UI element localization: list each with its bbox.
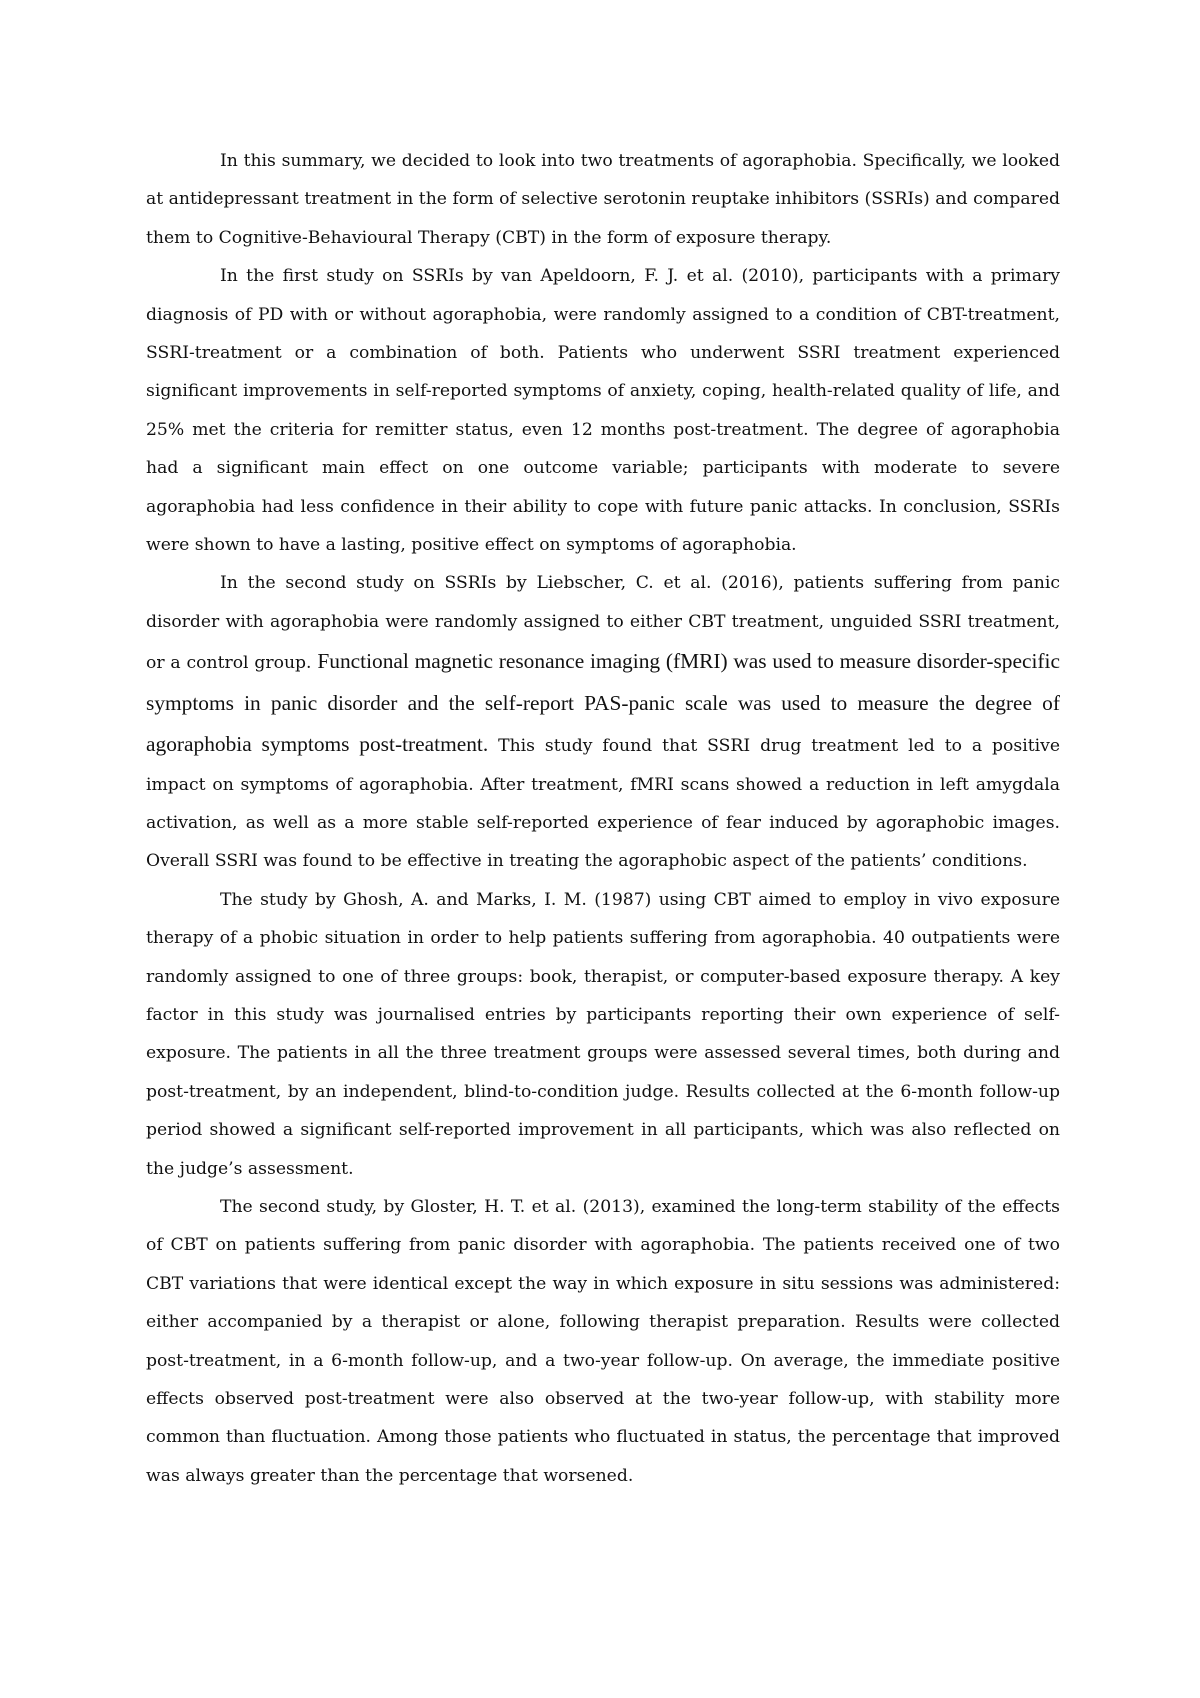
paragraph-liebscher-text-a: In the second study on SSRIs by Liebscher, C. et al. (2016), patients suffering from panic disorder with agoraphobia were randomly assigned to either CBT treatment, unguided SSRI treatment, or a control group. [146, 573, 1060, 674]
paragraph-introduction: In this summary, we decided to look into two treatments of agoraphobia. Specifically, we looked at antidepressant treatment in the form of selective serotonin reuptake inhibitors (SSRIs) and compared them to Cognitive-Behavioural Therapy (CBT) in the form of exposure therapy. [146, 151, 1060, 248]
paragraph-ssri-study-liebscher [146, 564, 1060, 880]
paragraph-liebscher-text-c: This study found that SSRI drug treatment led to a positive impact on symptoms of agoraphobia. After treatment, fMRI scans showed a reduction in left amygdala activation, as well as a more stable self-reported experience of fear induced by agoraphobic images. Overall SSRI was found to be effective in treating the agoraphobic aspect of the patients’ conditions. [146, 736, 1060, 872]
document-body [146, 142, 1060, 1495]
paragraph-cbt-study-ghosh-marks: The study by Ghosh, A. and Marks, I. M. (1987) using CBT aimed to employ in vivo exposure therapy of a phobic situation in order to help patients suffering from agoraphobia. 40 outpatients were randomly assigned to one of three groups: book, therapist, or computer-based exposure therapy. A key factor in this study was journalised entries by participants reporting their own experience of self-exposure. The patients in all the three treatment groups were assessed several times, both during and post-treatment, by an independent, blind-to-condition judge. Results collected at the 6-month follow-up period showed a significant self-reported improvement in all participants, which was also reflected on the judge’s assessment. [146, 889, 1060, 1179]
paragraph-cbt-study-gloster: The second study, by Gloster, H. T. et al. (2013), examined the long-term stability of the effects of CBT on patients suffering from panic disorder with agoraphobia. The patients received one of two CBT variations that were identical except the way in which exposure in situ sessions was administered: either accompanied by a therapist or alone, following therapist preparation. Results were collected post-treatment, in a 6-month follow-up, and a two-year follow-up. On average, the immediate positive effects observed post-treatment were also observed at the two-year follow-up, with stability more common than fluctuation. Among those patients who fluctuated in status, the percentage that improved was always greater than the percentage that worsened. [146, 1196, 1060, 1486]
paragraph-ssri-study-van-apeldoorn: In the first study on SSRIs by van Apeldoorn, F. J. et al. (2010), participants with a primary diagnosis of PD with or without agoraphobia, were randomly assigned to a condition of CBT-treatment, SSRI-treatment or a combination of both. Patients who underwent SSRI treatment experienced significant improvements in self-reported symptoms of anxiety, coping, health-related quality of life, and 25% met the criteria for remitter status, even 12 months post-treatment. The degree of agoraphobia had a significant main effect on one outcome variable; participants with moderate to severe agoraphobia had less confidence in their ability to cope with future panic attacks. In conclusion, SSRIs were shown to have a lasting, positive effect on symptoms of agoraphobia. [146, 266, 1060, 556]
paragraph-liebscher-text-b: Functional magnetic resonance imaging (fMRI) was used to measure disorder-specific symptoms in panic disorder and the self-report PAS-panic scale was used to measure the degree of agoraphobia symptoms post-treatment. [146, 649, 1060, 757]
